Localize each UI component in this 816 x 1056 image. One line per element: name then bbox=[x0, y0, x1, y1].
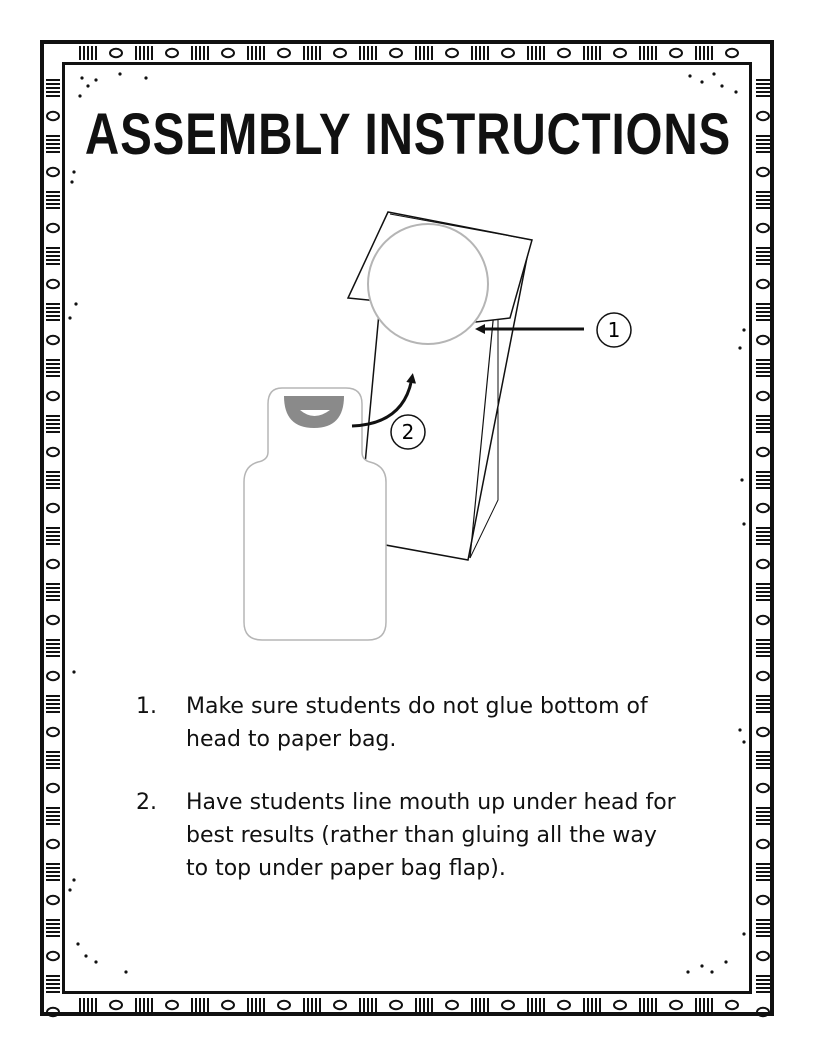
page-title: ASSEMBLY INSTRUCTIONS bbox=[84, 102, 732, 167]
instruction-number: 2. bbox=[136, 790, 157, 815]
instruction-text: Make sure students do not glue bottom of head to paper bag. bbox=[186, 694, 648, 752]
head-circle bbox=[368, 224, 488, 344]
instruction-item bbox=[136, 786, 676, 885]
instruction-text: Have students line mouth up under head for best results (rather than gluing all the way to top under paper bag flap). bbox=[186, 790, 676, 881]
instruction-item bbox=[136, 690, 676, 756]
callout-1-label: 1 bbox=[607, 318, 621, 342]
instruction-list bbox=[136, 690, 676, 915]
callout-2-label: 2 bbox=[401, 420, 415, 444]
instruction-number: 1. bbox=[136, 694, 157, 719]
